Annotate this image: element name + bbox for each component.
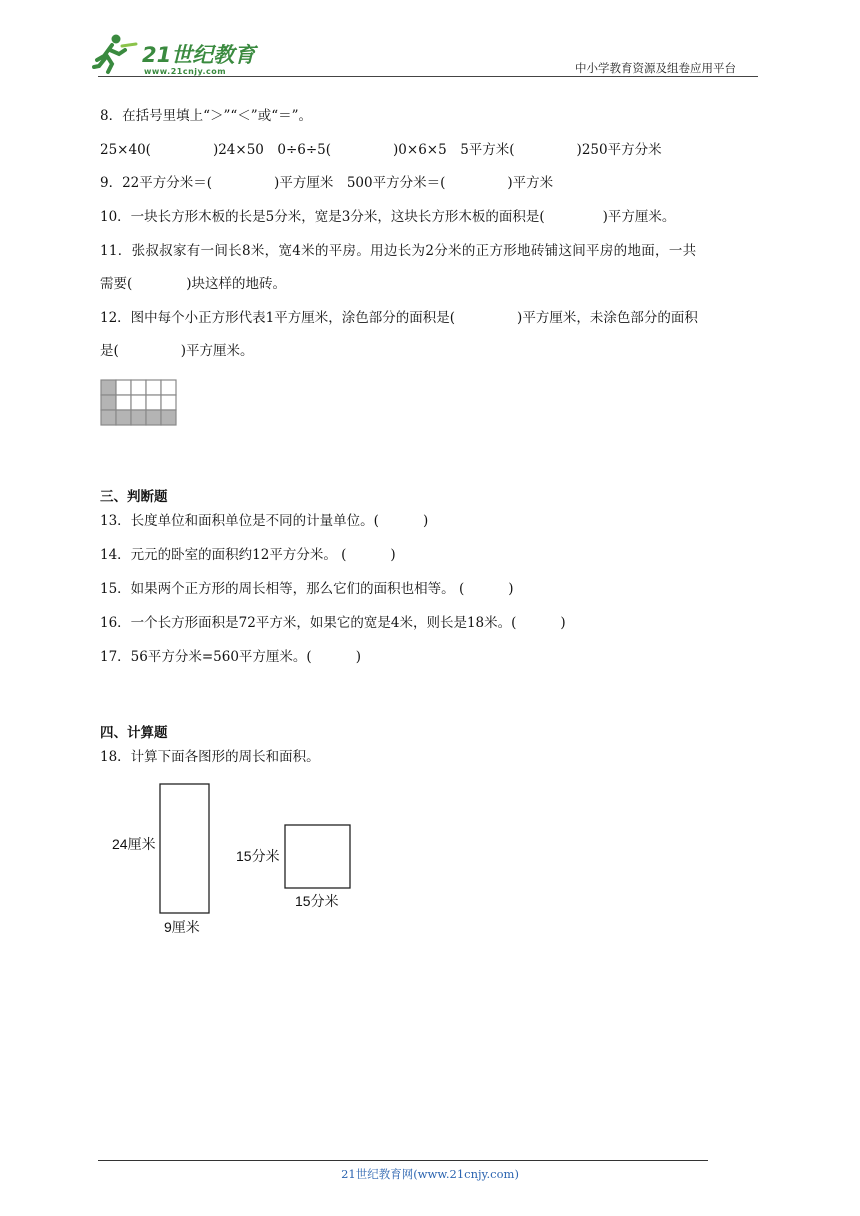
grid-cell-shaded xyxy=(146,410,161,425)
logo-url: www.21cnjy.com xyxy=(144,67,227,76)
area-grid-figure xyxy=(100,379,180,427)
question-11-line-1: 11．张叔叔家有一间长8米，宽4米的平房。用边长为2分米的正方形地砖铺这间平房的地面，一共 xyxy=(100,243,697,259)
perimeter-area-figures xyxy=(100,778,370,940)
runner-icon xyxy=(94,35,136,73)
footer-link[interactable]: 21世纪教育网(www.21cnjy.com) xyxy=(341,1167,519,1181)
rectangle-height-label: 24厘米 xyxy=(112,836,156,852)
grid-cell-shaded xyxy=(101,395,116,410)
grid-cell xyxy=(161,395,176,410)
section-4-title: 四、计算题 xyxy=(100,725,168,741)
question-17: 17．56平方分米=560平方厘米。( ) xyxy=(100,649,361,665)
question-14: 14．元元的卧室的面积约12平方分米。 ( ) xyxy=(100,547,396,563)
question-12-line-1: 12．图中每个小正方形代表1平方厘米，涂色部分的面积是( )平方厘米，未涂色部分的面积 xyxy=(100,310,698,326)
rectangle-width-label: 9厘米 xyxy=(164,919,200,935)
grid-cell-shaded xyxy=(116,410,131,425)
question-8: 8．在括号里填上“＞”“＜”或“＝”。 xyxy=(100,108,312,124)
rectangle-figure xyxy=(160,784,209,913)
question-11-line-2: 需要( )块这样的地砖。 xyxy=(100,276,287,292)
grid-cell xyxy=(131,380,146,395)
question-18: 18．计算下面各图形的周长和面积。 xyxy=(100,749,320,765)
grid-cell xyxy=(116,380,131,395)
grid-cell xyxy=(116,395,131,410)
grid-cell-shaded xyxy=(131,410,146,425)
question-15: 15．如果两个正方形的周长相等，那么它们的面积也相等。 ( ) xyxy=(100,581,514,597)
question-10: 10．一块长方形木板的长是5分米，宽是3分米，这块长方形木板的面积是( )平方厘米。 xyxy=(100,209,676,225)
site-logo xyxy=(92,30,267,78)
grid-cell-shaded xyxy=(101,410,116,425)
grid-cell xyxy=(131,395,146,410)
square-figure xyxy=(285,825,350,888)
grid-cell xyxy=(146,395,161,410)
grid-cell xyxy=(146,380,161,395)
section-3-title: 三、判断题 xyxy=(100,489,168,505)
footer-divider xyxy=(98,1160,708,1161)
platform-name: 中小学教育资源及组卷应用平台 xyxy=(575,61,736,75)
question-13: 13．长度单位和面积单位是不同的计量单位。( ) xyxy=(100,513,429,529)
question-16: 16．一个长方形面积是72平方米，如果它的宽是4米，则长是18米。( ) xyxy=(100,615,566,631)
logo-text: 21世纪教育 xyxy=(142,43,256,67)
grid-cell-shaded xyxy=(101,380,116,395)
square-side-label: 15分米 xyxy=(236,848,280,864)
grid-cell xyxy=(161,380,176,395)
question-9: 9．22平方分米＝( )平方厘米 500平方分米＝( )平方米 xyxy=(100,175,554,191)
question-8-comparisons: 25×40( )24×50 0÷6÷5( )0×6×5 5平方米( )250平方分米 xyxy=(100,142,662,158)
square-bottom-label: 15分米 xyxy=(295,893,339,909)
header-divider xyxy=(98,76,758,77)
question-12-line-2: 是( )平方厘米。 xyxy=(100,343,254,359)
grid-cell-shaded xyxy=(161,410,176,425)
